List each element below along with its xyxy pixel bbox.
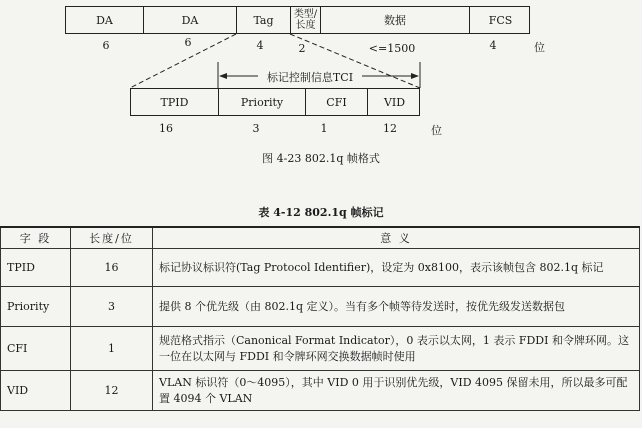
frame-size-da-1: 6 xyxy=(102,39,110,52)
frame-field-da-1: DA xyxy=(66,7,144,33)
tag-size-priority: 3 xyxy=(252,122,260,135)
row-meaning: VLAN 标识符（0～4095），其中 VID 0 用于识别优先级，VID 4095 保留未用，所以最多可配置 4094 个 VLAN xyxy=(153,371,640,411)
row-meaning: 提供 8 个优先级（由 802.1q 定义）。当有多个帧等待发送时，按优先级发送数据包 xyxy=(153,287,640,327)
tag-field-cfi: CFI xyxy=(306,89,368,115)
row-field: Priority xyxy=(1,287,71,327)
row-meaning: 规范格式指示（Canonical Format Indicator），0 表示以太网，1 表示 FDDI 和令牌环网。这一位在以太网与 FDDI 和令牌环网交换数据帧时使用 xyxy=(153,327,640,371)
row-length: 3 xyxy=(71,287,153,327)
row-length: 1 xyxy=(71,327,153,371)
frame-field-tag: Tag xyxy=(237,7,291,33)
table-row xyxy=(1,249,640,287)
tag-field-vid: VID xyxy=(383,95,406,109)
tag-field-tpid: TPID xyxy=(131,89,219,115)
frame-size-type-length: 2 xyxy=(298,42,306,55)
tag-size-unit: 位 xyxy=(431,124,442,137)
expansion-left-dashed-line xyxy=(130,34,236,88)
frame-size-unit: 位 xyxy=(534,41,545,54)
tci-arrow-right-head xyxy=(411,73,419,79)
figure-caption: 图 4-23 802.1q 帧格式 xyxy=(262,152,380,165)
header-field: 字 段 xyxy=(1,227,71,249)
table-caption: 表 4-12 802.1q 帧标记 xyxy=(258,206,384,219)
header-length: 长度/位 xyxy=(71,227,153,249)
tag-size-tpid: 16 xyxy=(159,122,173,135)
frame-size-tag: 4 xyxy=(256,39,264,52)
tag-size-vid: 12 xyxy=(383,122,397,135)
frame-field-type-length: 类型/ 长度 xyxy=(291,7,321,33)
row-field: VID xyxy=(1,371,71,411)
tci-label: 标记控制信息TCI xyxy=(266,71,354,84)
row-field: CFI xyxy=(1,327,71,371)
tag-field-priority: Priority xyxy=(219,89,306,115)
row-field: TPID xyxy=(1,249,71,287)
table-row xyxy=(1,287,640,327)
row-meaning: 标记协议标识符(Tag Protocol Identifier)，设定为 0x8100，表示该帧包含 802.1q 标记 xyxy=(153,249,640,287)
frame-size-fcs: 4 xyxy=(489,39,497,52)
row-length: 16 xyxy=(71,249,153,287)
frame-size-data: <=1500 xyxy=(368,42,416,55)
frame-field-data: 数据 xyxy=(321,7,470,33)
tag-format-row xyxy=(130,88,420,116)
table-header-row xyxy=(1,227,640,249)
frame-tag-table xyxy=(0,226,640,411)
header-meaning: 意 义 xyxy=(153,227,640,249)
table-row xyxy=(1,371,640,411)
table-row xyxy=(1,327,640,371)
tag-size-cfi: 1 xyxy=(320,122,328,135)
row-length: 12 xyxy=(71,371,153,411)
frame-size-da-2: 6 xyxy=(184,36,192,49)
frame-field-fcs: FCS xyxy=(488,13,513,27)
tci-arrow-left-head xyxy=(219,73,227,79)
frame-field-da-2: DA xyxy=(144,7,237,33)
